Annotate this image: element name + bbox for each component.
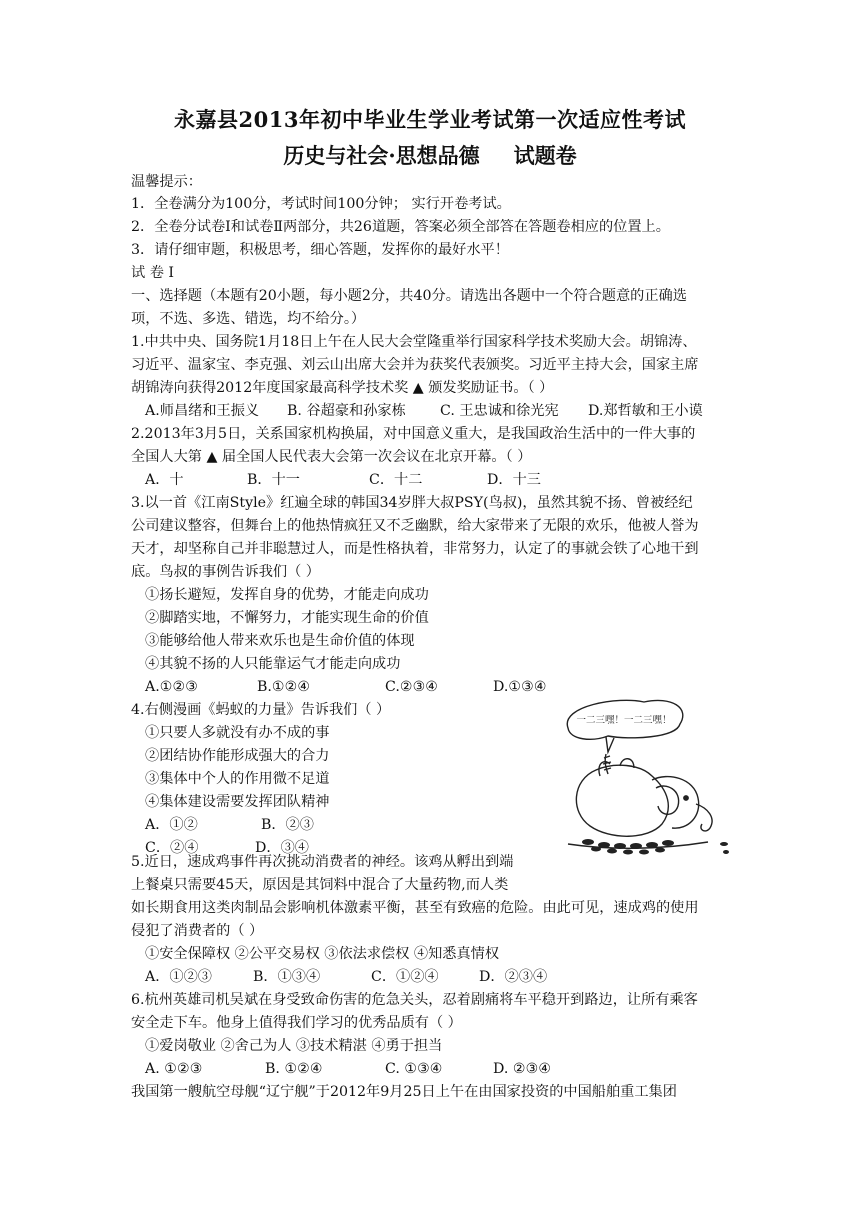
option-c: C．十二 — [369, 472, 423, 488]
question-4-options — [145, 815, 314, 835]
question-3-text: 3.以一首《江南Style》红遍全球的韩国34岁胖大叔PSY(鸟叔)，虽然其貌不扬、曾被经纪 — [131, 495, 693, 511]
question-4-choice: ②团结协作能形成强大的合力 — [145, 748, 330, 764]
option-a: A．十 — [145, 472, 184, 488]
question-5-text: 5.近日，速成鸡事件再次挑动消费者的神经。该鸡从孵出到端 — [131, 854, 514, 870]
question-6-text: 安全走下车。他身上值得我们学习的优秀品质有（ ） — [131, 1015, 462, 1031]
question-3-choice: ④其貌不扬的人只能靠运气才能走向成功 — [145, 656, 401, 672]
question-3-choice: ②脚踏实地，不懈努力，才能实现生命的价值 — [145, 610, 429, 626]
option-d: D．③④ — [255, 840, 309, 856]
question-5-text: 侵犯了消费者的（ ） — [131, 923, 264, 939]
question-6-options — [145, 1059, 551, 1079]
question-3-choice: ①扬长避短，发挥自身的优势，才能走向成功 — [145, 587, 429, 603]
question-6-text: 6.杭州英雄司机吴斌在身受致命伤害的危急关头，忍着剧痛将车平稳开到路边，让所有乘客 — [131, 992, 698, 1008]
question-5-choices: ①安全保障权 ②公平交易权 ③依法求偿权 ④知悉真情权 — [145, 946, 500, 962]
option-d: D.①③④ — [493, 679, 547, 695]
question-7-intro: 我国第一艘航空母舰“辽宁舰”于2012年9月25日上午在由国家投资的中国船舶重工集团 — [131, 1084, 677, 1100]
option-a: A．①② — [145, 817, 198, 833]
question-4-choice: ③集体中个人的作用微不足道 — [145, 771, 330, 787]
option-a: A.师昌绪和王振义 — [145, 403, 260, 419]
option-d: D．十三 — [487, 472, 541, 488]
option-b: B．十一 — [247, 472, 300, 488]
question-1-text: 1.中共中央、国务院1月18日上午在人民大会堂隆重举行国家科学技术奖励大会。胡锦涛、 — [131, 334, 697, 350]
notice-heading: 温馨提示： — [131, 174, 202, 190]
option-b: B．①③④ — [253, 969, 321, 985]
exam-subtitle — [0, 140, 860, 170]
subject-name: 历史与社会·思想品德 — [283, 143, 480, 168]
option-d: D.郑哲敏和王小谟 — [588, 403, 703, 419]
exam-title: 永嘉县2013年初中毕业生学业考试第一次适应性考试 — [174, 107, 686, 132]
question-5-text: 如长期食用这类肉制品会影响机体激素平衡，甚至有致癌的危险。由此可见，速成鸡的使用 — [131, 900, 699, 916]
question-6-choices: ①爱岗敬业 ②舍己为人 ③技术精湛 ④勇于担当 — [145, 1038, 443, 1054]
option-c: C．①②④ — [371, 969, 439, 985]
option-a: A. ①②③ — [145, 1061, 203, 1077]
notice-item: 1．全卷满分为100分，考试时间100分钟； 实行开卷考试。 — [131, 196, 511, 212]
question-5-text: 上餐桌只需要45天，原因是其饲料中混合了大量药物,而人类 — [131, 877, 509, 893]
ant-power-cartoon — [548, 694, 736, 872]
option-d: D. ②③④ — [493, 1061, 552, 1077]
question-4-choice: ④集体建设需要发挥团队精神 — [145, 794, 330, 810]
question-2-text: 2.2013年3月5日，关系国家机构换届，对中国意义重大，是我国政治生活中的一件大事的 — [131, 426, 696, 442]
question-3-text: 天才，却坚称自己并非聪慧过人，而是性格执着，非常努力，认定了的事就会铁了心地干到 — [131, 541, 699, 557]
option-c: C. 王忠诚和徐光宪 — [440, 403, 559, 419]
section-heading-cont: 项，不选、多选、错选，均不给分。） — [131, 311, 366, 327]
question-3-choice: ③能够给他人带来欢乐也是生命价值的体现 — [145, 633, 415, 649]
option-b: B. ①②④ — [265, 1061, 323, 1077]
question-3-text: 公司建议整容，但舞台上的他热情疯狂又不乏幽默，给大家带来了无限的欢乐，他被人誉为 — [131, 518, 699, 534]
option-d: D．②③④ — [479, 969, 548, 985]
paper-type: 试题卷 — [513, 143, 577, 168]
option-a: A．①②③ — [145, 969, 212, 985]
option-c: C．②④ — [145, 840, 199, 856]
question-1-text: 习近平、温家宝、李克强、刘云山出席大会并为获奖代表颁奖。习近平主持大会，国家主席 — [131, 357, 699, 373]
option-a: A.①②③ — [145, 679, 198, 695]
question-2-options — [145, 470, 541, 490]
question-3-text: 底。鸟叔的事例告诉我们（ ） — [131, 564, 320, 580]
notice-item: 2．全卷分试卷Ⅰ和试卷Ⅱ两部分，共26道题，答案必须全部答在答题卷相应的位置上。 — [131, 219, 670, 235]
question-2-text: 全国人大第 ▲ 届全国人民代表大会第一次会议在北京开幕。（ ） — [131, 449, 532, 465]
option-b: B. 谷超豪和孙家栋 — [287, 403, 406, 419]
section-heading: 一、选择题（本题有20小题，每小题2分，共40分。请选出各题中一个符合题意的正确选 — [131, 288, 687, 304]
question-1-options — [145, 401, 703, 421]
notice-item: 3．请仔细审题，积极思考，细心答题，发挥你的最好水平！ — [131, 242, 509, 258]
option-b: B.①②④ — [257, 679, 311, 695]
question-5-options — [145, 967, 547, 987]
paper-label: 试 卷 Ⅰ — [131, 265, 174, 281]
question-4-choice: ①只要人多就没有办不成的事 — [145, 725, 330, 741]
option-c: C. ①③④ — [385, 1061, 443, 1077]
cartoon-speech-text: 一二三嘿！一二三嘿！ — [576, 715, 672, 726]
option-c: C.②③④ — [385, 679, 439, 695]
question-1-text: 胡锦涛向获得2012年度国家最高科学技术奖 ▲ 颁发奖励证书。（ ） — [131, 380, 554, 396]
option-b: B．②③ — [261, 817, 314, 833]
question-4-text: 4.右侧漫画《蚂蚁的力量》告诉我们（ ） — [131, 702, 391, 718]
question-3-options — [145, 677, 547, 697]
